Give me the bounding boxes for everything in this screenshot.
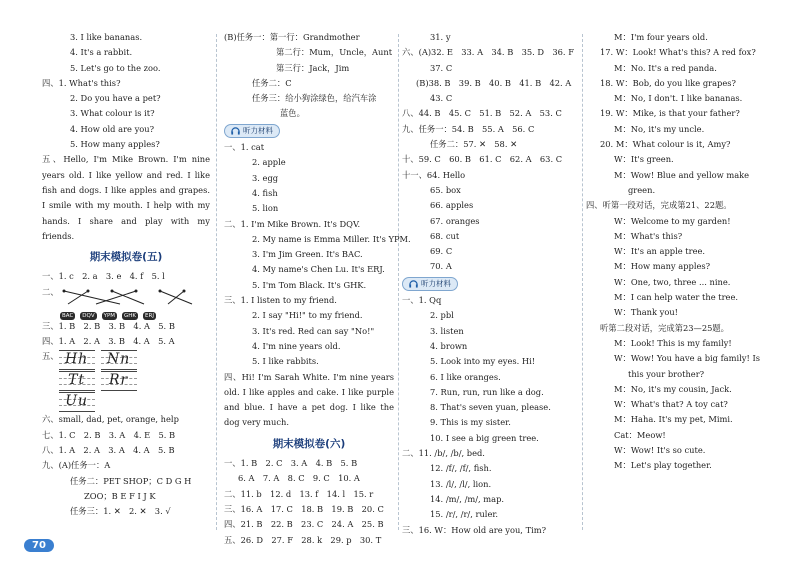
- text-line: 5. How many apples?: [70, 139, 160, 150]
- text-line: 八、44. B 45. C 51. B 52. A 53. C: [402, 108, 562, 119]
- answer-row: 任务二：PET SHOP；C D G H: [70, 475, 192, 486]
- handwriting-cell: [101, 350, 137, 370]
- text-line: M：Look! This is my family!: [614, 337, 732, 348]
- column-divider: [216, 34, 217, 530]
- section-title-5: 期末模拟卷(五): [89, 251, 163, 264]
- answer-row: 四、21. B 22. B 23. C 24. A 25. B: [224, 519, 384, 530]
- text-line: 9. This is my sister.: [430, 417, 511, 428]
- text-line: 15. /r/, /r/, ruler.: [430, 509, 499, 520]
- handwriting-grid: [59, 349, 137, 412]
- text-line: 4. fish: [252, 187, 278, 198]
- text-line: M：What's this?: [614, 230, 683, 241]
- answer-row: 一、1. B 2. C 3. A 4. B 5. B: [224, 458, 358, 469]
- text-line: W：It's green.: [614, 154, 674, 165]
- text-line: W：Wow! You have a big family! Is: [614, 353, 760, 364]
- text-line: this your brother?: [628, 368, 705, 379]
- listen-items-1: [224, 155, 394, 216]
- handwriting-letters: Uu: [65, 393, 89, 410]
- answer-row: 任务三：给小狗涂绿色，给汽车涂: [252, 93, 377, 104]
- handwriting-cell: [101, 371, 137, 391]
- answer-row: 七、1. C 2. B 3. A 4. E 5. B: [42, 429, 176, 440]
- text-line: 3. I like bananas.: [70, 32, 143, 42]
- text-line: W：One, two, three ... nine.: [614, 276, 731, 287]
- text-line: 18. W：Bob, do you like grapes?: [600, 77, 736, 88]
- s4-items: [42, 91, 210, 152]
- handwriting-block: [42, 349, 210, 412]
- answer-row: 二、11. b 12. d 13. f 14. l 15. r: [224, 488, 374, 499]
- match-tag: GHK: [124, 312, 137, 319]
- text-line: 2. I say "Hi!" to my friend.: [252, 310, 363, 321]
- text-line: 14. /m/, /m/, map.: [430, 493, 505, 504]
- text-line: 二、11. /b/, /b/, bed.: [402, 448, 485, 459]
- text-line: 任务二：57. ✕ 58. ✕: [430, 139, 518, 150]
- column-divider: [398, 34, 399, 530]
- listen-passage: 四、Hi! I'm Sarah White. I'm nine years old. I like apples and cake. I like purple and blue. I have a pet dog. I like the dog very much.: [224, 371, 394, 428]
- text-line: W：Welcome to my garden!: [614, 215, 731, 226]
- answer-row: 一、1. c 2. a 3. e 4. f 5. l: [42, 271, 165, 282]
- text-line: M：I can help water the tree.: [614, 292, 739, 303]
- text-line: 4. I'm nine years old.: [252, 340, 341, 351]
- listening-badge: [224, 124, 280, 138]
- text-line: 65. box: [430, 184, 461, 195]
- answer-row: 蓝色。: [280, 108, 305, 119]
- text-line: M：How many apples?: [614, 261, 711, 272]
- text-line: 3. listen: [430, 325, 464, 336]
- text-line: 4. How old are you?: [70, 123, 155, 134]
- text-line: (B)38. B 39. B 40. B 41. B 42. A: [416, 77, 572, 88]
- text-line: 43. C: [430, 93, 453, 104]
- text-line: 12. /f/, /f/, fish.: [430, 463, 492, 474]
- text-line: 2. pbl: [430, 310, 454, 321]
- text-line: 6. I like oranges.: [430, 371, 501, 382]
- text-line: 十、59. C 60. B 61. C 62. A 63. C: [402, 154, 563, 165]
- text-line: 4. It's a rabbit.: [70, 47, 133, 58]
- badge-label: 听力材料: [243, 126, 273, 136]
- text-line: 69. C: [430, 246, 453, 257]
- handwriting-row: [59, 349, 137, 370]
- column-4: [586, 30, 778, 474]
- text-line: 四、听第一段对话，完成第21、22题。: [586, 200, 732, 211]
- text-line: 68. cut: [430, 230, 460, 241]
- answer-row: 三、1. B 2. B 3. B 4. A 5. B: [42, 320, 175, 331]
- text-line: 4. brown: [430, 340, 468, 351]
- answer-row: 四、1. A 2. A 3. B 4. A 5. A: [42, 336, 175, 347]
- handwriting-cell: [59, 392, 95, 412]
- text-line: M：No, it's my uncle.: [614, 123, 705, 134]
- column-2: [224, 30, 411, 548]
- text-line: 20. M：What colour is it, Amy?: [600, 139, 731, 150]
- text-line: 31. y: [430, 32, 451, 42]
- text-line: 十一、64. Hello: [402, 169, 466, 180]
- handwriting-cell: [59, 350, 95, 370]
- text-line: 10. I see a big green tree.: [430, 432, 539, 443]
- answer-row: 五、26. D 27. F 28. k 29. p 30. T: [224, 534, 382, 545]
- column-divider: [582, 34, 583, 530]
- handwriting-cell: [59, 371, 95, 391]
- badge-label: 听力材料: [421, 279, 451, 289]
- answer-row: 三、16. A 17. C 18. B 19. B 20. C: [224, 503, 384, 514]
- text-line: M：I'm four years old.: [614, 32, 708, 42]
- handwriting-letters: Rr: [108, 372, 129, 389]
- top-lines: [42, 30, 210, 76]
- answer-row: 九、(A)任务一：A: [42, 460, 111, 471]
- column-3: [402, 30, 582, 538]
- r5-label: 五、: [42, 351, 59, 362]
- answer-row: ZOO；B E F I J K: [84, 490, 156, 501]
- listening-material: [402, 293, 582, 538]
- text-line: 九、任务一：54. B 55. A 56. C: [402, 123, 535, 134]
- text-line: 5. Let's go to the zoo.: [70, 62, 161, 73]
- text-line: 70. A: [430, 261, 452, 272]
- text-line: 六、(A)32. E 33. A 34. B 35. D 36. F: [402, 47, 574, 58]
- text-line: 19. W：Mike, is that your father?: [600, 108, 740, 119]
- text-line: W：It's an apple tree.: [614, 246, 706, 257]
- listen-items-3: [224, 293, 394, 369]
- text-line: W：Wow! It's so cute.: [614, 445, 706, 456]
- text-line: 3. What colour is it?: [70, 108, 155, 119]
- matching-lines: [56, 288, 216, 306]
- handwriting-letters: Nn: [106, 351, 131, 368]
- match-tag: ERJ: [145, 312, 154, 319]
- answers-continued: [402, 30, 582, 275]
- text-line: 2. My name is Emma Miller. It's YPM.: [252, 233, 411, 244]
- text-line: M：Haha. It's my pet, Mimi.: [614, 414, 733, 425]
- text-line: 3. egg: [252, 172, 279, 183]
- headphones-icon: [409, 280, 418, 288]
- text-line: 66. apples: [430, 200, 474, 211]
- text-line: 3. It's red. Red can say "No!": [252, 325, 375, 336]
- text-line: W：Thank you!: [614, 307, 679, 318]
- text-line: 7. Run, run, run like a dog.: [430, 386, 544, 397]
- match-tag: DQV: [82, 312, 95, 319]
- text-line: M：No, it's my cousin, Jack.: [614, 383, 732, 394]
- text-line: 二、1. I'm Mike Brown. It's DQV.: [224, 218, 361, 229]
- answer-row: 八、1. A 2. A 3. A 4. A 5. B: [42, 444, 175, 455]
- handwriting-letters: Tt: [68, 372, 86, 389]
- text-line: 2. Do you have a pet?: [70, 93, 161, 104]
- text-line: 5. I'm Tom Black. It's GHK.: [252, 279, 367, 290]
- match-tags: [60, 307, 161, 322]
- match-tag: YPM: [103, 312, 116, 319]
- text-line: 8. That's seven yuan, please.: [430, 402, 551, 413]
- match-tag: BAC: [62, 312, 74, 319]
- text-line: 5. I like rabbits.: [252, 356, 319, 367]
- text-line: M：No, I don't. I like bananas.: [614, 93, 743, 104]
- text-line: M：Wow! Blue and yellow make: [614, 169, 750, 180]
- listen-items-2: [224, 217, 411, 293]
- text-line: 4. My name's Chen Lu. It's ERJ.: [252, 264, 385, 275]
- text-line: 听第二段对话，完成第23—25题。: [600, 322, 729, 333]
- text-line: 5. Look into my eyes. Hi!: [430, 356, 536, 367]
- text-line: 13. /l/, /l/, lion.: [430, 478, 492, 489]
- r2-label: 二、: [42, 286, 59, 297]
- answer-row: 任务二：C: [252, 77, 292, 88]
- text-line: 一、1. Qq: [402, 295, 442, 306]
- headphones-icon: [231, 127, 240, 135]
- column-1: [42, 30, 210, 519]
- answer-row: 六、small, dad, pet, orange, help: [42, 414, 179, 425]
- matching-diagram: [42, 285, 210, 319]
- answer-row: (B)任务一：第一行：Grandmother: [224, 32, 360, 42]
- section-title-6: 期末模拟卷(六): [272, 437, 346, 450]
- text-line: 2. apple: [252, 157, 286, 168]
- text-line: Cat：Meow!: [614, 429, 666, 440]
- answer-row: 6. A 7. A 8. C 9. C 10. A: [238, 473, 360, 484]
- text-line: M：Let's play together.: [614, 460, 712, 471]
- text-line: 三、1. I listen to my friend.: [224, 295, 337, 306]
- answer-row: 第二行：Mum，Uncle，Aunt: [276, 47, 393, 58]
- handwriting-row: [59, 391, 137, 412]
- text-line: 67. oranges: [430, 215, 480, 226]
- page-number-badge: [24, 539, 54, 552]
- text-line: 3. I'm Jim Green. It's BAC.: [252, 249, 363, 260]
- text-line: 37. C: [430, 62, 453, 73]
- text-line: 17. W：Look! What's this? A red fox?: [600, 47, 756, 58]
- answer-row: 第三行：Jack，Jim: [276, 62, 350, 73]
- text-line: 5. lion: [252, 203, 279, 214]
- listen-item: 一、1. cat: [224, 142, 265, 153]
- page-number: 70: [24, 539, 54, 552]
- text-line: M：No. It's a red panda.: [614, 62, 717, 73]
- text-line: green.: [628, 184, 656, 195]
- s4-head: 四、1. What's this?: [42, 77, 121, 88]
- text-line: 三、16. W：How old are you, Tim?: [402, 524, 547, 535]
- text-line: W：What's that? A toy cat?: [614, 399, 728, 410]
- handwriting-row: [59, 370, 137, 391]
- dialogue-lines: [586, 30, 778, 474]
- listening-badge: [402, 277, 458, 291]
- handwriting-letters: Hh: [64, 351, 89, 368]
- answer-row: 任务三：1. ✕ 2. ✕ 3. √: [70, 506, 171, 517]
- s5-text: 五、Hello, I'm Mike Brown. I'm nine years old. I like yellow and red. I like fish and dogs. I like apples and grapes. I smile with my mouth. I help with my hands. I share and play with my friends.: [42, 154, 210, 241]
